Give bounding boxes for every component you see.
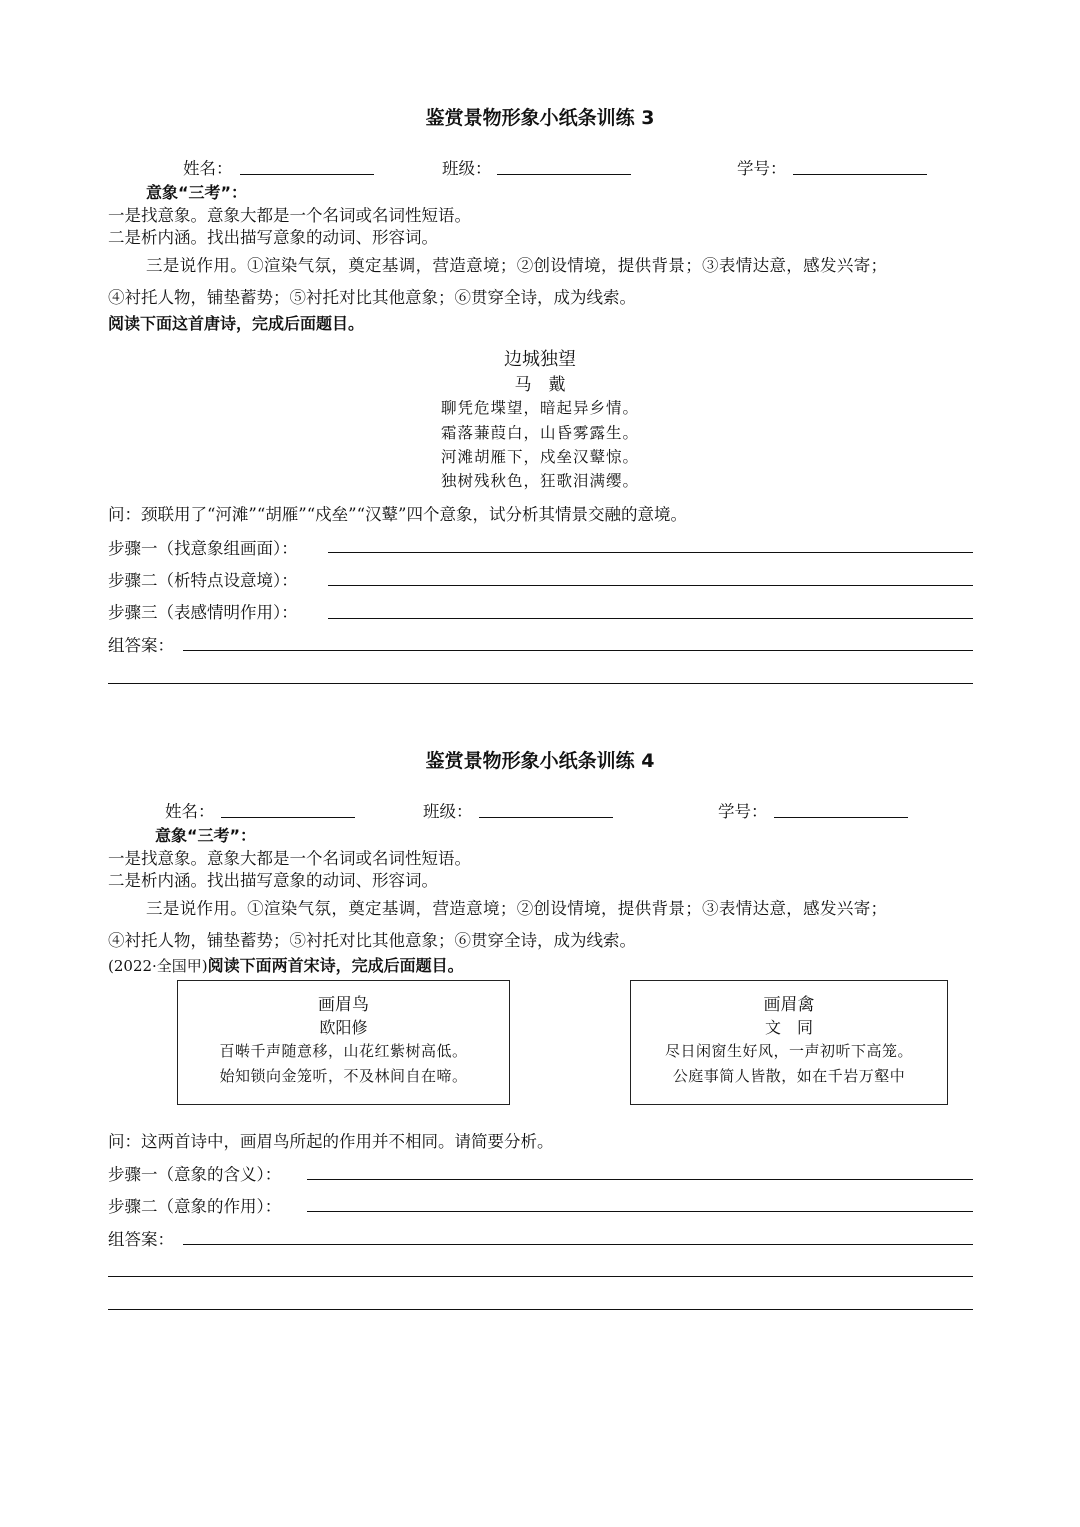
method-step-1: 一是找意象。意象大都是一个名词或名词性短语。 — [108, 206, 471, 225]
class-label: 班级： — [442, 159, 492, 178]
method-heading: 意象“三考”： — [146, 183, 248, 202]
class-blank[interactable] — [479, 817, 613, 818]
step1-label: 步骤一（找意象组画面）： — [108, 539, 298, 558]
instruction-text: 阅读下面两首宋诗，完成后面题目。 — [207, 956, 464, 975]
step2-blank[interactable] — [328, 585, 973, 586]
name-label: 姓名： — [183, 159, 233, 178]
answer-label: 组答案： — [108, 636, 174, 655]
poem-b-title: 画眉禽 — [763, 995, 815, 1015]
poem-b-line: 尽日闲窗生好风，一声初听下高笼。 — [664, 1042, 913, 1060]
answer-blank-extra[interactable] — [108, 1276, 973, 1277]
step1-label: 步骤一（意象的含义）： — [108, 1165, 282, 1184]
poem-a-line: 始知锁向金笼听，不及林间自在啼。 — [219, 1067, 468, 1085]
method-step-2: 二是析内涵。找出描写意象的动词、形容词。 — [108, 228, 438, 247]
poem-line: 霜落蒹葭白，山昏雾露生。 — [440, 424, 639, 442]
poem-author: 马 戴 — [514, 375, 566, 395]
student-id-label: 学号： — [737, 159, 787, 178]
method-step-2: 二是析内涵。找出描写意象的动词、形容词。 — [108, 871, 438, 890]
step1-blank[interactable] — [307, 1179, 973, 1180]
poem-a-line: 百啭千声随意移，山花红紫树高低。 — [219, 1042, 468, 1060]
step2-label: 步骤二（意象的作用）： — [108, 1197, 282, 1216]
question: 问：颈联用了“河滩”“胡雁”“戍垒”“汉鼙”四个意象，试分析其情景交融的意境。 — [108, 505, 687, 524]
answer-blank-extra[interactable] — [108, 683, 973, 684]
section1-title: 鉴赏景物形象小纸条训练 3 — [425, 107, 655, 129]
poem-b-line: 公庭事简人皆散，如在千岩万壑中 — [672, 1067, 906, 1085]
student-id-blank[interactable] — [774, 817, 908, 818]
method-step-3a: 三是说作用。①渲染气氛，奠定基调，营造意境；②创设情境，提供背景；③表情达意，感发兴寄； — [146, 899, 888, 918]
student-id-label: 学号： — [718, 802, 768, 821]
question: 问：这两首诗中，画眉鸟所起的作用并不相同。请简要分析。 — [108, 1132, 554, 1151]
answer-blank-extra[interactable] — [108, 1309, 973, 1310]
poem-title: 边城独望 — [504, 349, 576, 370]
step2-label: 步骤二（析特点设意境）： — [108, 571, 298, 590]
method-step-3b: ④衬托人物，铺垫蓄势；⑤衬托对比其他意象；⑥贯穿全诗，成为线索。 — [108, 288, 636, 307]
name-label: 姓名： — [165, 802, 215, 821]
method-step-3a: 三是说作用。①渲染气氛，奠定基调，营造意境；②创设情境，提供背景；③表情达意，感发兴寄； — [146, 256, 888, 275]
poem-line: 河滩胡雁下，戍垒汉鼙惊。 — [440, 448, 639, 466]
name-blank[interactable] — [240, 174, 374, 175]
answer-label: 组答案： — [108, 1230, 174, 1249]
step3-label: 步骤三（表感情明作用）： — [108, 603, 298, 622]
poem-box-b — [630, 980, 948, 1105]
reading-instruction: 阅读下面这首唐诗，完成后面题目。 — [108, 314, 365, 333]
class-blank[interactable] — [497, 174, 631, 175]
poem-line: 聊凭危堞望，暗起异乡情。 — [440, 399, 639, 417]
reading-instruction — [108, 953, 464, 976]
section2-title: 鉴赏景物形象小纸条训练 4 — [425, 750, 655, 772]
step2-blank[interactable] — [307, 1211, 973, 1212]
answer-blank[interactable] — [183, 1244, 973, 1245]
name-blank[interactable] — [221, 817, 355, 818]
poem-b-author: 文 同 — [764, 1018, 813, 1037]
step1-blank[interactable] — [328, 552, 973, 553]
class-label: 班级： — [423, 802, 473, 821]
student-id-blank[interactable] — [793, 174, 927, 175]
poem-line: 独树残秋色，狂歌泪满缨。 — [440, 472, 639, 490]
method-heading: 意象“三考”： — [155, 826, 257, 845]
poem-box-a — [177, 980, 510, 1105]
poem-a-author: 欧阳修 — [319, 1018, 368, 1037]
poem-a-title: 画眉鸟 — [318, 995, 369, 1015]
step3-blank[interactable] — [328, 618, 973, 619]
method-step-3b: ④衬托人物，铺垫蓄势；⑤衬托对比其他意象；⑥贯穿全诗，成为线索。 — [108, 931, 636, 950]
answer-blank[interactable] — [183, 650, 973, 651]
exam-source: (2022·全国甲) — [108, 957, 208, 975]
method-step-1: 一是找意象。意象大都是一个名词或名词性短语。 — [108, 849, 471, 868]
